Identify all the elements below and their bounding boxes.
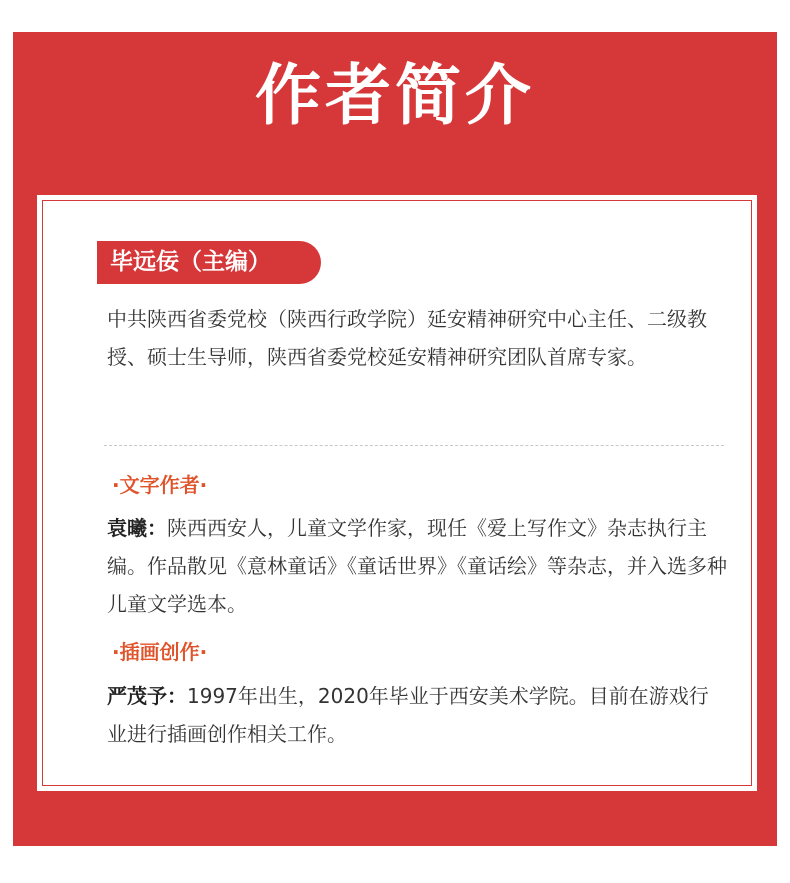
text-author-paragraph [107,509,727,623]
editor-bio: 中共陕西省委党校（陕西行政学院）延安精神研究中心主任、二级教授、硕士生导师，陕西省委党校延安精神研究团队首席专家。 [107,307,707,369]
editor-name-tag: 毕远佞（主编） [97,241,321,284]
illustrator-name: 严茂予： [107,684,187,708]
page-title: 作者简介 [255,56,535,134]
dashed-divider [104,445,724,446]
illustrator-paragraph [107,677,727,753]
text-author-name: 袁曦： [107,516,167,540]
text-author-heading: ·文字作者· [112,473,208,497]
illustrator-bio: 1997年出生，2020年毕业于西安美术学院。目前在游戏行业进行插画创作相关工作。 [107,684,709,746]
illustrator-heading: ·插画创作· [112,640,208,664]
text-author-bio: 陕西西安人，儿童文学作家，现任《爱上写作文》杂志执行主编。作品散见《意林童话》《童话世界》《童话绘》等杂志，并入选多种儿童文学选本。 [107,516,727,616]
